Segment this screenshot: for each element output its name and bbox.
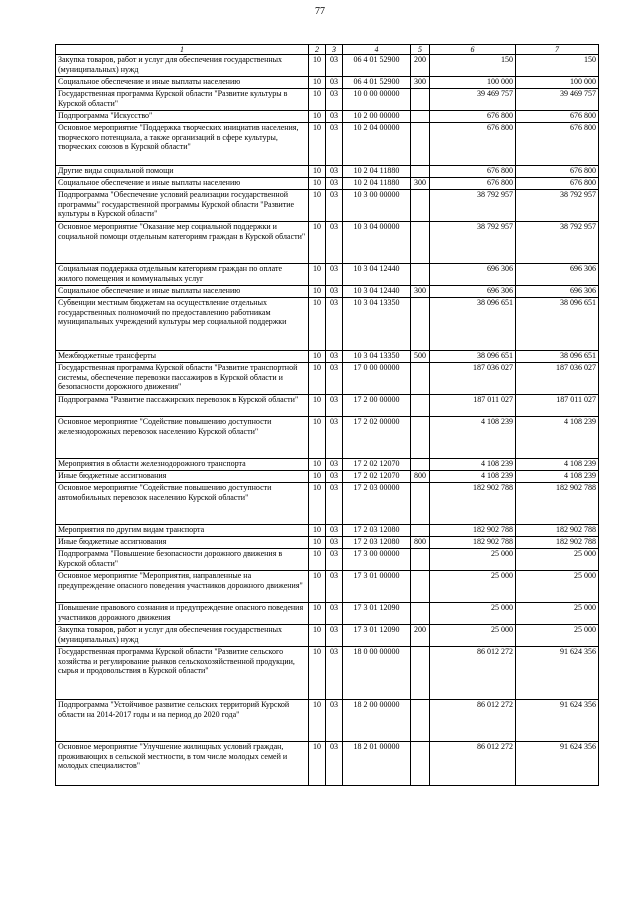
cell-v2: 38 792 957 [516,222,599,264]
cell-name: Социальное обеспечение и иные выплаты населению [56,77,309,89]
table-row [56,647,599,700]
cell-name: Повышение правового сознания и предупреждение опасного поведения участников дорожного движения [56,603,309,625]
cell-vr [411,417,430,459]
cell-name: Подпрограмма "Повышение безопасности дорожного движения в Курской области" [56,549,309,571]
cell-csr: 17 2 02 12070 [343,459,411,471]
cell-pr: 03 [326,571,343,603]
cell-pr: 03 [326,178,343,190]
cell-vr [411,123,430,166]
table-row [56,55,599,77]
table-row [56,111,599,123]
col-header: 1 [56,45,309,55]
cell-v2: 25 000 [516,571,599,603]
cell-v1: 25 000 [430,549,516,571]
cell-pr: 03 [326,395,343,417]
cell-vr: 300 [411,178,430,190]
col-header: 2 [309,45,326,55]
cell-pr: 03 [326,55,343,77]
cell-pr: 03 [326,111,343,123]
cell-v2: 100 000 [516,77,599,89]
cell-pr: 03 [326,471,343,483]
cell-csr: 10 3 04 13350 [343,298,411,351]
cell-v1: 86 012 272 [430,700,516,742]
cell-name: Закупка товаров, работ и услуг для обеспечения государственных (муниципальных) нужд [56,625,309,647]
cell-vr [411,571,430,603]
cell-v2: 150 [516,55,599,77]
cell-rz: 10 [309,571,326,603]
cell-v2: 38 096 651 [516,351,599,363]
cell-v1: 676 800 [430,178,516,190]
cell-name: Подпрограмма "Развитие пассажирских перевозок в Курской области" [56,395,309,417]
cell-rz: 10 [309,603,326,625]
cell-rz: 10 [309,700,326,742]
cell-vr: 800 [411,471,430,483]
cell-rz: 10 [309,89,326,111]
cell-v2: 4 108 239 [516,417,599,459]
cell-vr: 300 [411,286,430,298]
table-row [56,742,599,786]
cell-pr: 03 [326,363,343,395]
cell-v2: 4 108 239 [516,459,599,471]
cell-rz: 10 [309,190,326,222]
cell-name: Межбюджетные трансферты [56,351,309,363]
cell-v2: 182 902 788 [516,537,599,549]
cell-vr [411,264,430,286]
table-row [56,298,599,351]
cell-csr: 17 0 00 00000 [343,363,411,395]
cell-name: Подпрограмма "Обеспечение условий реализации государственной программы" государственной программы Курской области "Развитие культуры в Курской области" [56,190,309,222]
cell-pr: 03 [326,525,343,537]
cell-csr: 17 2 00 00000 [343,395,411,417]
cell-pr: 03 [326,700,343,742]
cell-pr: 03 [326,190,343,222]
cell-rz: 10 [309,298,326,351]
cell-rz: 10 [309,363,326,395]
col-header: 3 [326,45,343,55]
cell-vr [411,190,430,222]
cell-rz: 10 [309,471,326,483]
cell-v2: 25 000 [516,549,599,571]
table-row [56,166,599,178]
cell-name: Мероприятия в области железнодорожного транспорта [56,459,309,471]
cell-csr: 18 0 00 00000 [343,647,411,700]
cell-csr: 17 3 01 12090 [343,603,411,625]
cell-name: Иные бюджетные ассигнования [56,471,309,483]
budget-table [55,44,599,786]
cell-name: Государственная программа Курской области "Развитие транспортной системы, обеспечение перевозки пассажиров в Курской области и безопасности дорожного движения" [56,363,309,395]
cell-v2: 182 902 788 [516,525,599,537]
cell-csr: 17 3 00 00000 [343,549,411,571]
cell-pr: 03 [326,603,343,625]
cell-csr: 10 2 04 11880 [343,166,411,178]
cell-pr: 03 [326,483,343,525]
table-row [56,395,599,417]
cell-v2: 39 469 757 [516,89,599,111]
cell-csr: 10 2 04 00000 [343,123,411,166]
cell-pr: 03 [326,286,343,298]
cell-v1: 38 096 651 [430,351,516,363]
table-row [56,417,599,459]
table-row [56,625,599,647]
cell-rz: 10 [309,417,326,459]
cell-csr: 17 2 03 12080 [343,525,411,537]
cell-name: Основное мероприятие "Оказание мер социальной поддержки и социальной помощи отдельным категориям граждан в Курской области" [56,222,309,264]
table-row [56,549,599,571]
cell-v2: 25 000 [516,603,599,625]
cell-pr: 03 [326,264,343,286]
table-row [56,77,599,89]
cell-vr: 300 [411,77,430,89]
table-row [56,700,599,742]
cell-vr: 800 [411,537,430,549]
cell-csr: 10 2 00 00000 [343,111,411,123]
table-row [56,471,599,483]
cell-v1: 25 000 [430,571,516,603]
cell-v2: 4 108 239 [516,471,599,483]
cell-csr: 18 2 00 00000 [343,700,411,742]
cell-v1: 187 036 027 [430,363,516,395]
cell-rz: 10 [309,742,326,786]
cell-name: Основное мероприятие "Поддержка творческих инициатив населения, творческого потенциала, а также организаций в сфере культуры, творческих союзов в Курской области" [56,123,309,166]
cell-v1: 39 469 757 [430,89,516,111]
cell-rz: 10 [309,625,326,647]
cell-v2: 676 800 [516,166,599,178]
table-row [56,264,599,286]
cell-vr [411,89,430,111]
cell-vr [411,700,430,742]
table-row [56,603,599,625]
cell-v1: 25 000 [430,603,516,625]
cell-pr: 03 [326,625,343,647]
cell-pr: 03 [326,459,343,471]
col-header: 7 [516,45,599,55]
cell-name: Подпрограмма "Искусство" [56,111,309,123]
cell-pr: 03 [326,647,343,700]
cell-vr [411,222,430,264]
cell-rz: 10 [309,483,326,525]
col-header: 4 [343,45,411,55]
cell-rz: 10 [309,537,326,549]
cell-vr [411,298,430,351]
cell-rz: 10 [309,459,326,471]
cell-vr: 200 [411,55,430,77]
cell-name: Социальная поддержка отдельным категориям граждан по оплате жилого помещения и коммунальных услуг [56,264,309,286]
cell-csr: 10 3 04 13350 [343,351,411,363]
cell-name: Субвенции местным бюджетам на осуществление отдельных государственных полномочий по предоставлению работникам муниципальных учреждений культуры мер социальной поддержки [56,298,309,351]
cell-v1: 696 306 [430,264,516,286]
cell-v1: 696 306 [430,286,516,298]
cell-v1: 25 000 [430,625,516,647]
cell-name: Государственная программа Курской области "Развитие культуры в Курской области" [56,89,309,111]
cell-v2: 38 792 957 [516,190,599,222]
table-row [56,222,599,264]
cell-v2: 182 902 788 [516,483,599,525]
cell-rz: 10 [309,549,326,571]
cell-rz: 10 [309,286,326,298]
cell-pr: 03 [326,417,343,459]
cell-name: Мероприятия по другим видам транспорта [56,525,309,537]
cell-v1: 676 800 [430,111,516,123]
cell-name: Основное мероприятие "Содействие повышению доступности железнодорожных перевозок населению Курской области" [56,417,309,459]
cell-v1: 38 096 651 [430,298,516,351]
cell-pr: 03 [326,537,343,549]
cell-rz: 10 [309,166,326,178]
cell-v1: 182 902 788 [430,525,516,537]
cell-pr: 03 [326,351,343,363]
cell-v1: 182 902 788 [430,483,516,525]
table-row [56,537,599,549]
cell-vr [411,603,430,625]
cell-vr: 500 [411,351,430,363]
cell-pr: 03 [326,89,343,111]
cell-csr: 10 0 00 00000 [343,89,411,111]
page-number: 77 [315,6,325,17]
cell-vr [411,647,430,700]
cell-rz: 10 [309,395,326,417]
cell-vr [411,525,430,537]
cell-csr: 17 3 01 12090 [343,625,411,647]
cell-rz: 10 [309,525,326,537]
cell-name: Основное мероприятие "Содействие повышению доступности автомобильных перевозок населению Курской области" [56,483,309,525]
cell-vr [411,742,430,786]
cell-rz: 10 [309,55,326,77]
cell-v1: 182 902 788 [430,537,516,549]
cell-rz: 10 [309,77,326,89]
cell-csr: 10 2 04 11880 [343,178,411,190]
cell-pr: 03 [326,123,343,166]
cell-vr [411,395,430,417]
table-row [56,123,599,166]
cell-v2: 38 096 651 [516,298,599,351]
cell-v1: 38 792 957 [430,190,516,222]
cell-v1: 4 108 239 [430,459,516,471]
cell-v1: 4 108 239 [430,417,516,459]
cell-vr [411,111,430,123]
cell-v1: 86 012 272 [430,742,516,786]
table-row [56,571,599,603]
cell-rz: 10 [309,647,326,700]
cell-v2: 91 624 356 [516,700,599,742]
table-row [56,178,599,190]
cell-csr: 17 2 03 00000 [343,483,411,525]
cell-v1: 676 800 [430,166,516,178]
cell-name: Подпрограмма "Устойчивое развитие сельских территорий Курской области на 2014-2017 годы и на период до 2020 года" [56,700,309,742]
cell-v2: 676 800 [516,178,599,190]
col-header: 5 [411,45,430,55]
cell-csr: 06 4 01 52900 [343,77,411,89]
cell-v2: 187 011 027 [516,395,599,417]
header-row [56,45,599,55]
cell-csr: 10 3 04 12440 [343,286,411,298]
cell-csr: 10 3 04 00000 [343,222,411,264]
table-row [56,351,599,363]
cell-v1: 676 800 [430,123,516,166]
cell-vr [411,459,430,471]
cell-csr: 17 2 02 12070 [343,471,411,483]
cell-vr [411,483,430,525]
cell-v2: 696 306 [516,286,599,298]
cell-v1: 187 011 027 [430,395,516,417]
cell-csr: 17 2 02 00000 [343,417,411,459]
cell-csr: 17 3 01 00000 [343,571,411,603]
cell-csr: 10 3 04 12440 [343,264,411,286]
cell-name: Основное мероприятие "Мероприятия, направленные на предупреждение опасного поведения участников дорожного движения" [56,571,309,603]
cell-vr: 200 [411,625,430,647]
cell-rz: 10 [309,222,326,264]
cell-vr [411,549,430,571]
cell-pr: 03 [326,222,343,264]
cell-v2: 676 800 [516,111,599,123]
cell-rz: 10 [309,351,326,363]
cell-name: Другие виды социальной помощи [56,166,309,178]
cell-v2: 696 306 [516,264,599,286]
cell-v2: 91 624 356 [516,647,599,700]
cell-pr: 03 [326,549,343,571]
cell-vr [411,363,430,395]
cell-rz: 10 [309,264,326,286]
cell-v1: 150 [430,55,516,77]
table-row [56,286,599,298]
table-row [56,525,599,537]
cell-v1: 38 792 957 [430,222,516,264]
cell-csr: 17 2 03 12080 [343,537,411,549]
cell-v1: 100 000 [430,77,516,89]
cell-name: Основное мероприятие "Улучшение жилищных условий граждан, проживающих в сельской местности, в том числе молодых семей и молодых специалистов" [56,742,309,786]
cell-name: Закупка товаров, работ и услуг для обеспечения государственных (муниципальных) нужд [56,55,309,77]
cell-v2: 25 000 [516,625,599,647]
col-header: 6 [430,45,516,55]
cell-csr: 10 3 00 00000 [343,190,411,222]
cell-rz: 10 [309,123,326,166]
cell-rz: 10 [309,178,326,190]
table-row [56,89,599,111]
cell-v1: 4 108 239 [430,471,516,483]
table-row [56,483,599,525]
cell-name: Социальное обеспечение и иные выплаты населению [56,178,309,190]
cell-pr: 03 [326,77,343,89]
cell-name: Социальное обеспечение и иные выплаты населению [56,286,309,298]
table-row [56,459,599,471]
table-row [56,363,599,395]
cell-csr: 18 2 01 00000 [343,742,411,786]
cell-pr: 03 [326,742,343,786]
cell-rz: 10 [309,111,326,123]
table-row [56,190,599,222]
cell-v2: 187 036 027 [516,363,599,395]
cell-vr [411,166,430,178]
cell-pr: 03 [326,298,343,351]
cell-pr: 03 [326,166,343,178]
cell-v2: 676 800 [516,123,599,166]
cell-v2: 91 624 356 [516,742,599,786]
cell-name: Иные бюджетные ассигнования [56,537,309,549]
cell-csr: 06 4 01 52900 [343,55,411,77]
cell-v1: 86 012 272 [430,647,516,700]
cell-name: Государственная программа Курской области "Развитие сельского хозяйства и регулирование рынков сельскохозяйственной продукции, сырья и продовольствия в Курской области" [56,647,309,700]
